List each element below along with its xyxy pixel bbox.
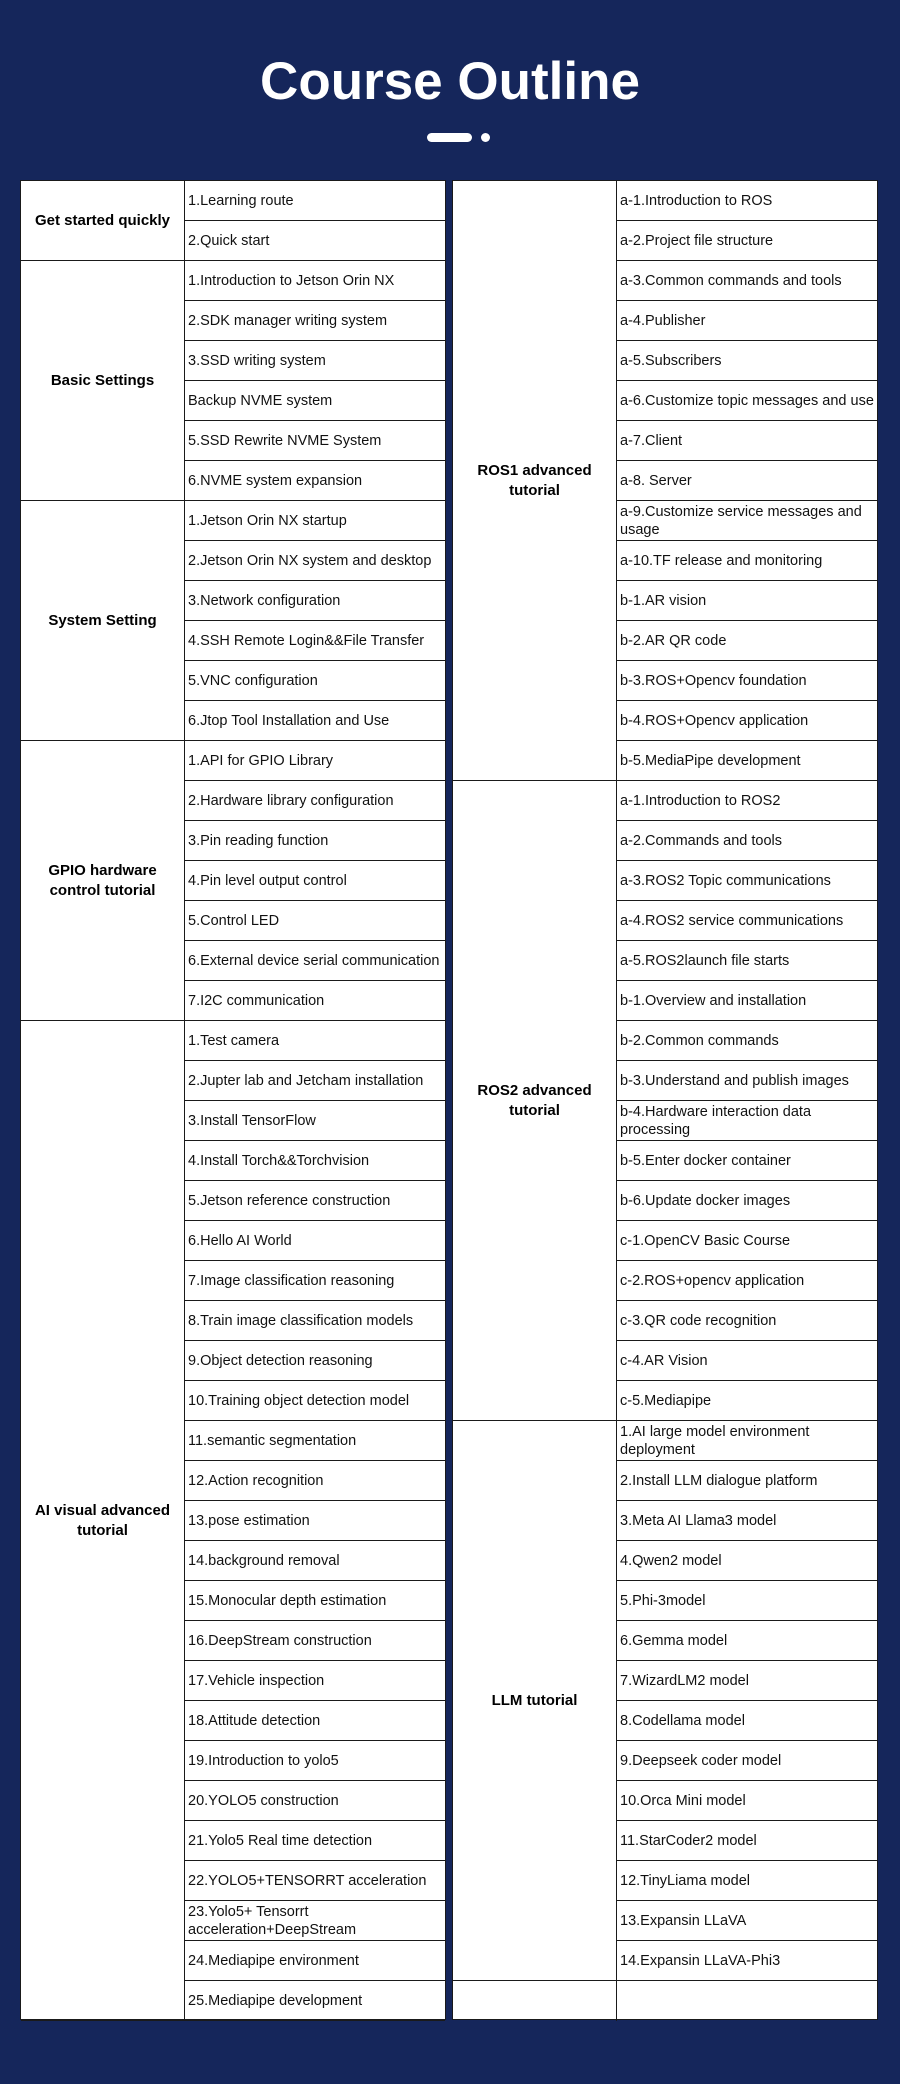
course-item: a-4.ROS2 service communications bbox=[617, 901, 877, 941]
course-item: 1.AI large model environment deployment bbox=[617, 1421, 877, 1461]
category-ros2-advanced-tutorial: ROS2 advanced tutorial bbox=[453, 781, 617, 1421]
category-ros1-advanced-tutorial: ROS1 advanced tutorial bbox=[453, 181, 617, 781]
course-item: a-4.Publisher bbox=[617, 301, 877, 341]
empty-category-cell bbox=[453, 1981, 617, 2021]
course-item: c-2.ROS+opencv application bbox=[617, 1261, 877, 1301]
course-item: 2.Jupter lab and Jetcham installation bbox=[185, 1061, 445, 1101]
course-item: 4.Install Torch&&Torchvision bbox=[185, 1141, 445, 1181]
course-item: 17.Vehicle inspection bbox=[185, 1661, 445, 1701]
course-item: b-2.Common commands bbox=[617, 1021, 877, 1061]
course-item: a-1.Introduction to ROS bbox=[617, 181, 877, 221]
course-item: 21.Yolo5 Real time detection bbox=[185, 1821, 445, 1861]
course-item: 3.SSD writing system bbox=[185, 341, 445, 381]
course-item: b-2.AR QR code bbox=[617, 621, 877, 661]
course-item: 8.Train image classification models bbox=[185, 1301, 445, 1341]
course-item: a-3.Common commands and tools bbox=[617, 261, 877, 301]
course-item: 7.Image classification reasoning bbox=[185, 1261, 445, 1301]
category-basic-settings: Basic Settings bbox=[21, 261, 185, 501]
course-item: 3.Pin reading function bbox=[185, 821, 445, 861]
course-item: 3.Install TensorFlow bbox=[185, 1101, 445, 1141]
course-item: 10.Orca Mini model bbox=[617, 1781, 877, 1821]
course-item: 8.Codellama model bbox=[617, 1701, 877, 1741]
course-item: 2.Hardware library configuration bbox=[185, 781, 445, 821]
course-item: a-5.ROS2launch file starts bbox=[617, 941, 877, 981]
course-item: 1.API for GPIO Library bbox=[185, 741, 445, 781]
course-item: 24.Mediapipe environment bbox=[185, 1941, 445, 1981]
course-item: 6.Jtop Tool Installation and Use bbox=[185, 701, 445, 741]
course-item: a-7.Client bbox=[617, 421, 877, 461]
course-item: b-4.Hardware interaction data processing bbox=[617, 1101, 877, 1141]
course-item: 5.VNC configuration bbox=[185, 661, 445, 701]
course-item: c-3.QR code recognition bbox=[617, 1301, 877, 1341]
course-item: a-2.Commands and tools bbox=[617, 821, 877, 861]
course-item: 4.Qwen2 model bbox=[617, 1541, 877, 1581]
course-item: 18.Attitude detection bbox=[185, 1701, 445, 1741]
course-item: c-4.AR Vision bbox=[617, 1341, 877, 1381]
course-item: 1.Learning route bbox=[185, 181, 445, 221]
course-item: c-5.Mediapipe bbox=[617, 1381, 877, 1421]
title-underline-bar bbox=[427, 133, 472, 142]
course-item: a-2.Project file structure bbox=[617, 221, 877, 261]
course-item: 2.Jetson Orin NX system and desktop bbox=[185, 541, 445, 581]
course-item: 22.YOLO5+TENSORRT acceleration bbox=[185, 1861, 445, 1901]
course-item: 13.pose estimation bbox=[185, 1501, 445, 1541]
course-item: 19.Introduction to yolo5 bbox=[185, 1741, 445, 1781]
course-item: 12.Action recognition bbox=[185, 1461, 445, 1501]
course-item: 11.semantic segmentation bbox=[185, 1421, 445, 1461]
course-item: 5.Phi-3model bbox=[617, 1581, 877, 1621]
course-item: 6.External device serial communication bbox=[185, 941, 445, 981]
course-item: 1.Test camera bbox=[185, 1021, 445, 1061]
course-item: 14.Expansin LLaVA-Phi3 bbox=[617, 1941, 877, 1981]
course-item: a-3.ROS2 Topic communications bbox=[617, 861, 877, 901]
course-item: 5.Jetson reference construction bbox=[185, 1181, 445, 1221]
category-ai-visual-advanced-tutorial: AI visual advanced tutorial bbox=[21, 1021, 185, 2021]
category-gpio-hardware-control-tutorial: GPIO hardware control tutorial bbox=[21, 741, 185, 1021]
course-item: 5.Control LED bbox=[185, 901, 445, 941]
course-item: b-6.Update docker images bbox=[617, 1181, 877, 1221]
course-item: 4.SSH Remote Login&&File Transfer bbox=[185, 621, 445, 661]
course-item: 2.Quick start bbox=[185, 221, 445, 261]
course-item: 15.Monocular depth estimation bbox=[185, 1581, 445, 1621]
title-underline-dot bbox=[481, 133, 490, 142]
course-item: b-1.AR vision bbox=[617, 581, 877, 621]
course-item: 12.TinyLiama model bbox=[617, 1861, 877, 1901]
course-item: c-1.OpenCV Basic Course bbox=[617, 1221, 877, 1261]
course-item: 3.Meta AI Llama3 model bbox=[617, 1501, 877, 1541]
course-item: 9.Object detection reasoning bbox=[185, 1341, 445, 1381]
course-item: 6.NVME system expansion bbox=[185, 461, 445, 501]
course-item: Backup NVME system bbox=[185, 381, 445, 421]
course-item: 25.Mediapipe development bbox=[185, 1981, 445, 2021]
course-item: 2.Install LLM dialogue platform bbox=[617, 1461, 877, 1501]
course-item: a-6.Customize topic messages and use bbox=[617, 381, 877, 421]
course-item: 4.Pin level output control bbox=[185, 861, 445, 901]
header bbox=[0, 0, 900, 180]
course-item: b-3.Understand and publish images bbox=[617, 1061, 877, 1101]
course-item: a-10.TF release and monitoring bbox=[617, 541, 877, 581]
page-title: Course Outline bbox=[260, 52, 640, 111]
course-item: 9.Deepseek coder model bbox=[617, 1741, 877, 1781]
course-item: 11.StarCoder2 model bbox=[617, 1821, 877, 1861]
course-item: b-4.ROS+Opencv application bbox=[617, 701, 877, 741]
course-item: 2.SDK manager writing system bbox=[185, 301, 445, 341]
course-item: b-3.ROS+Opencv foundation bbox=[617, 661, 877, 701]
course-item: 1.Jetson Orin NX startup bbox=[185, 501, 445, 541]
course-item: 7.WizardLM2 model bbox=[617, 1661, 877, 1701]
course-item: 1.Introduction to Jetson Orin NX bbox=[185, 261, 445, 301]
course-item: b-5.MediaPipe development bbox=[617, 741, 877, 781]
course-item: b-5.Enter docker container bbox=[617, 1141, 877, 1181]
course-item: 20.YOLO5 construction bbox=[185, 1781, 445, 1821]
category-llm-tutorial: LLM tutorial bbox=[453, 1421, 617, 1981]
course-item: 23.Yolo5+ Tensorrt acceleration+DeepStream bbox=[185, 1901, 445, 1941]
course-item: 14.background removal bbox=[185, 1541, 445, 1581]
course-item: b-1.Overview and installation bbox=[617, 981, 877, 1021]
course-item: a-8. Server bbox=[617, 461, 877, 501]
course-item: 3.Network configuration bbox=[185, 581, 445, 621]
course-item: 10.Training object detection model bbox=[185, 1381, 445, 1421]
course-item: 16.DeepStream construction bbox=[185, 1621, 445, 1661]
course-item: a-9.Customize service messages and usage bbox=[617, 501, 877, 541]
left-course-table bbox=[20, 180, 446, 2020]
course-item: 13.Expansin LLaVA bbox=[617, 1901, 877, 1941]
course-item: 6.Gemma model bbox=[617, 1621, 877, 1661]
course-item: a-5.Subscribers bbox=[617, 341, 877, 381]
right-course-table bbox=[452, 180, 878, 2020]
course-item: 6.Hello AI World bbox=[185, 1221, 445, 1261]
course-item: a-1.Introduction to ROS2 bbox=[617, 781, 877, 821]
course-item: 7.I2C communication bbox=[185, 981, 445, 1021]
category-get-started-quickly: Get started quickly bbox=[21, 181, 185, 261]
category-system-setting: System Setting bbox=[21, 501, 185, 741]
course-item: 5.SSD Rewrite NVME System bbox=[185, 421, 445, 461]
empty-item-cell bbox=[617, 1981, 877, 2021]
